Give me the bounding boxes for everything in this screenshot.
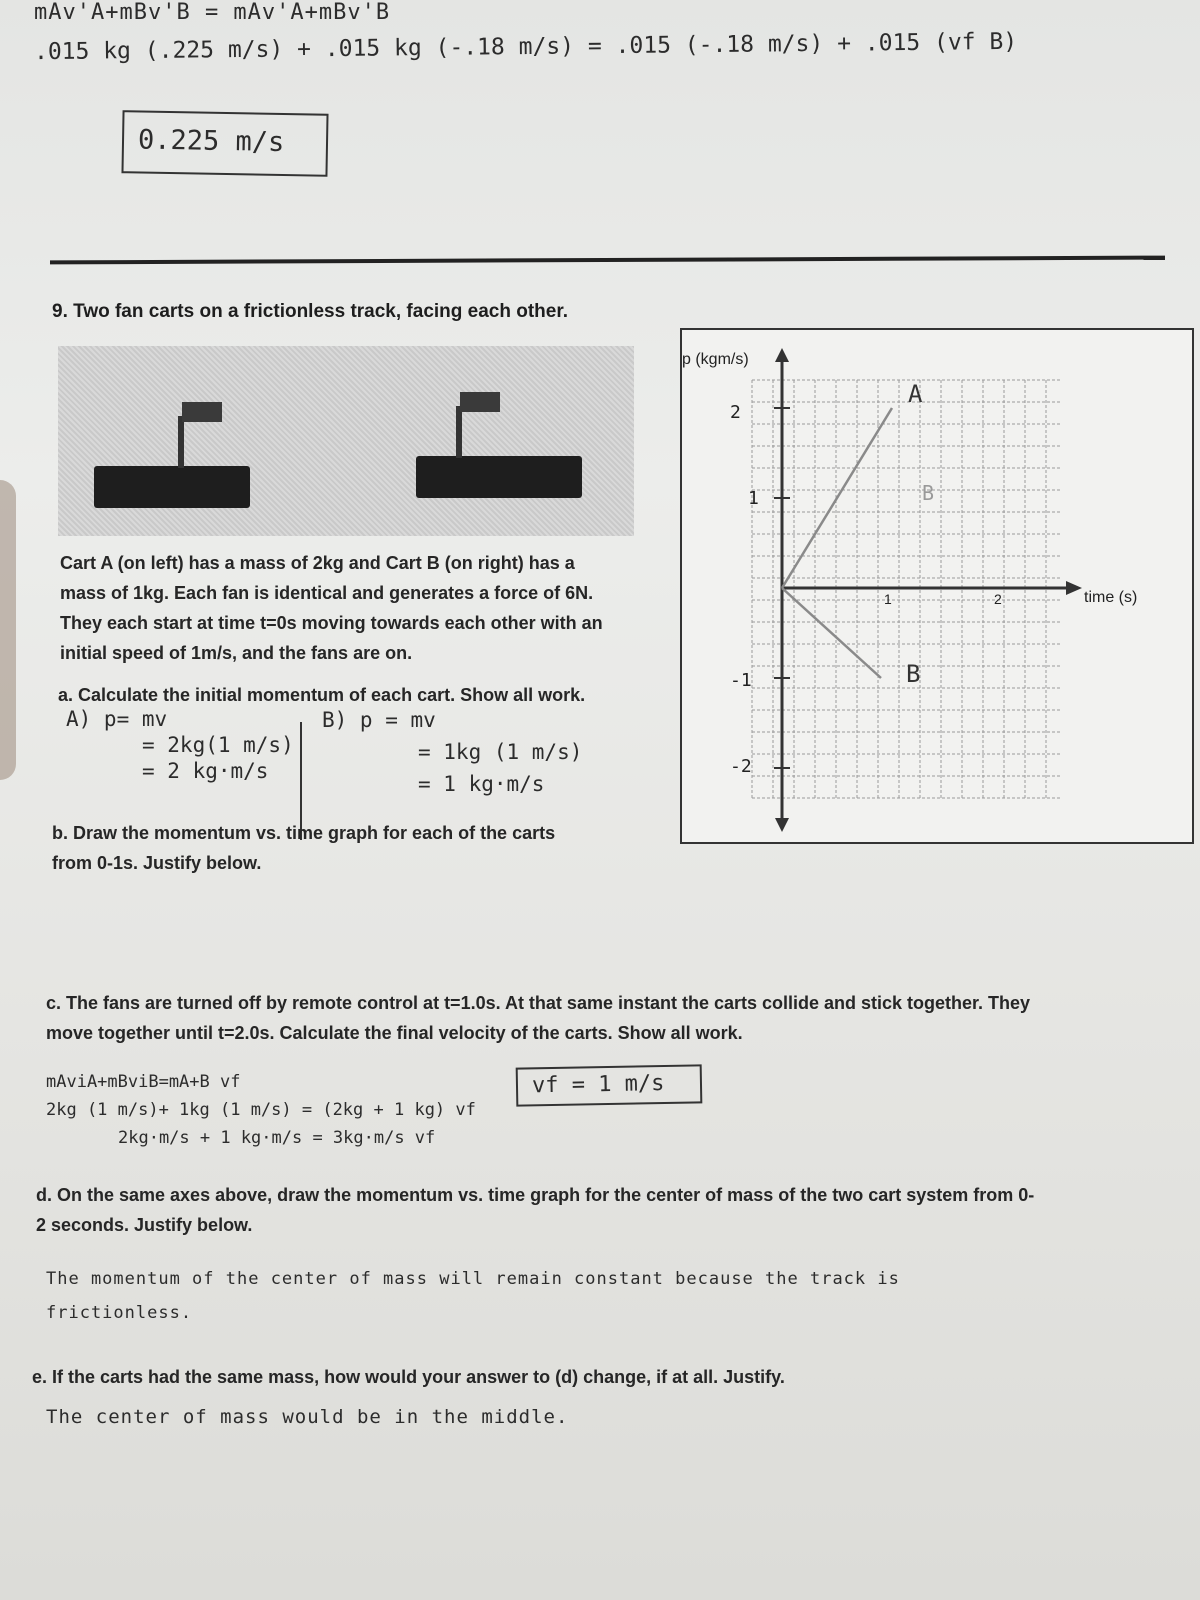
problem-line: mass of 1kg. Each fan is identical and generates a force of 6N. bbox=[60, 583, 594, 603]
y-tick-label: 1 bbox=[748, 488, 759, 509]
work-line: = 1 kg·m/s bbox=[418, 772, 545, 796]
work-line: 2kg (1 m/s)+ 1kg (1 m/s) = (2kg + 1 kg) vf bbox=[46, 1100, 476, 1120]
x-axis-arrow bbox=[1066, 581, 1082, 595]
y-axis-arrow-down bbox=[775, 818, 789, 832]
y-tick-label: 2 bbox=[730, 402, 741, 423]
work-line: B) p = mv bbox=[322, 708, 436, 732]
y-tick-label: -1 bbox=[730, 670, 752, 691]
fan-carts-photo bbox=[58, 346, 634, 536]
part-d-answer bbox=[46, 1262, 900, 1330]
answer-line: frictionless. bbox=[46, 1303, 193, 1323]
problem-line: They each start at time t=0s moving towards each other with an bbox=[60, 613, 603, 633]
part-e-answer: The center of mass would be in the middle. bbox=[46, 1406, 569, 1428]
series-b-faint-label: B bbox=[922, 481, 935, 505]
part-d-prompt bbox=[36, 1180, 1034, 1240]
problem-line: Cart A (on left) has a mass of 2kg and Cart B (on right) has a bbox=[60, 553, 575, 573]
x-tick-label: 1 bbox=[884, 591, 892, 607]
part-a-work-cart-b bbox=[322, 704, 582, 800]
work-line: = 1kg (1 m/s) bbox=[418, 740, 583, 764]
answer-box: 0.225 m/s bbox=[121, 110, 328, 177]
prompt-line: b. Draw the momentum vs. time graph for each of the carts bbox=[52, 823, 556, 843]
substitution-line: .015 kg (.225 m/s) + .015 kg (-.18 m/s) = .015 (-.18 m/s) + .015 (vf B) bbox=[33, 28, 1018, 66]
question-title: 9. Two fan carts on a frictionless track, facing each other. bbox=[52, 301, 568, 322]
problem-line: initial speed of 1m/s, and the fans are on. bbox=[60, 643, 413, 663]
cart-a-image bbox=[94, 466, 250, 508]
section-divider bbox=[50, 256, 1165, 265]
series-a-label: A bbox=[908, 380, 923, 408]
part-c-answer-box: vf = 1 m/s bbox=[516, 1064, 703, 1106]
x-axis-label: time (s) bbox=[1084, 589, 1138, 606]
cart-a-fan bbox=[182, 402, 222, 422]
graph-series bbox=[782, 408, 892, 678]
y-axis-arrow-up bbox=[775, 348, 789, 362]
part-c-prompt bbox=[46, 988, 1030, 1048]
answer-line: The momentum of the center of mass will remain constant because the track is bbox=[46, 1269, 900, 1289]
series-b-label: B bbox=[906, 660, 921, 688]
part-a-work-cart-a bbox=[66, 706, 294, 784]
momentum-graph bbox=[680, 328, 1194, 844]
work-line: = 2kg(1 m/s) bbox=[142, 733, 294, 757]
part-e-prompt: e. If the carts had the same mass, how would your answer to (d) change, if at all. Justify. bbox=[32, 1367, 785, 1387]
prompt-line: from 0-1s. Justify below. bbox=[52, 853, 262, 873]
series-a-line bbox=[782, 408, 892, 588]
prompt-line: d. On the same axes above, draw the momentum vs. time graph for the center of mass of the two cart system from 0- bbox=[36, 1185, 1035, 1205]
graph-grid bbox=[752, 380, 1062, 800]
part-b-prompt bbox=[52, 818, 555, 878]
work-line: 2kg·m/s + 1 kg·m/s = 3kg·m/s vf bbox=[118, 1128, 436, 1148]
cart-a-mast bbox=[178, 416, 184, 468]
finger-shadow bbox=[0, 480, 16, 780]
cart-b-fan bbox=[460, 392, 500, 412]
momentum-equation: mAv'A+mBv'B = mAv'A+mBv'B bbox=[34, 0, 391, 25]
prompt-line: 2 seconds. Justify below. bbox=[36, 1215, 253, 1235]
work-line: = 2 kg·m/s bbox=[142, 759, 269, 783]
work-line: A) p= mv bbox=[66, 707, 168, 731]
work-line: mAviA+mBviB=mA+B vf bbox=[46, 1072, 241, 1092]
cart-b-mast bbox=[456, 406, 462, 458]
part-c-work bbox=[46, 1068, 476, 1152]
series-b-line bbox=[782, 588, 881, 678]
part-a-prompt: a. Calculate the initial momentum of each cart. Show all work. bbox=[58, 685, 586, 705]
prompt-line: c. The fans are turned off by remote control at t=1.0s. At that same instant the carts collide and stick together. They bbox=[46, 993, 1031, 1013]
y-tick-label: -2 bbox=[730, 756, 752, 777]
problem-statement bbox=[60, 548, 603, 668]
x-tick-label: 2 bbox=[994, 591, 1002, 607]
cart-b-image bbox=[416, 456, 582, 498]
y-axis-label: p (kgm/s) bbox=[682, 351, 749, 368]
prompt-line: move together until t=2.0s. Calculate the final velocity of the carts. Show all work. bbox=[46, 1023, 743, 1043]
graph-svg bbox=[682, 330, 1192, 842]
